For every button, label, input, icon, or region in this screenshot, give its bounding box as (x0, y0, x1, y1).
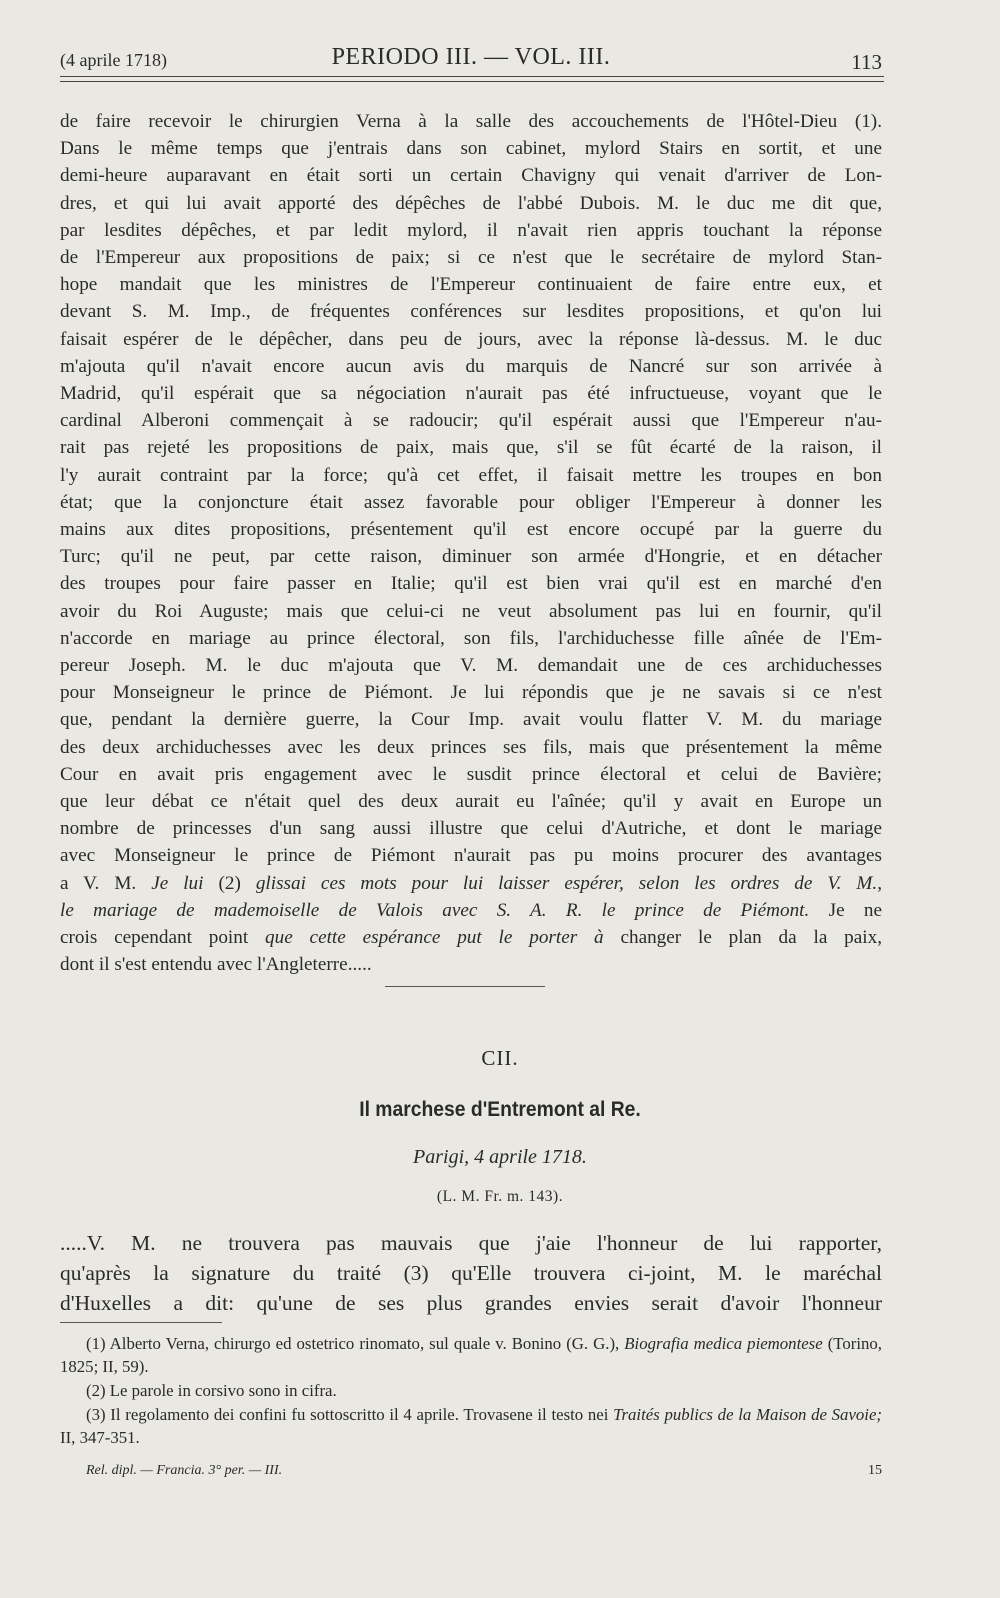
body-line: hope mandait que les ministres de l'Empereur continuaient de faire entre eux, et (60, 274, 882, 296)
body-line: avec Monseigneur le prince de Piémont n'aurait pas pu moins procurer des avantages (60, 845, 882, 867)
signature-text: Rel. dipl. — Francia. 3° per. — III. (86, 1463, 283, 1478)
letter-line: .....V. M. ne trouvera pas mauvais que j'aie l'honneur de lui rapporter, (60, 1231, 882, 1255)
body-line: avoir du Roi Auguste; mais que celui-ci ne veut absolument pas lui en fournir, qu'il (60, 600, 882, 622)
footnotes (60, 1332, 882, 1450)
header-date: (4 aprile 1718) (60, 50, 167, 70)
footnote-1: (1) Alberto Verna, chirurgo ed ostetrico rinomato, sul quale v. Bonino (G. G.), Biografia medica piemontese (Torino, 1825; II, 59). (60, 1334, 883, 1376)
body-line: pour Monseigneur le prince de Piémont. Je lui répondis que je ne savais si ce n'est (60, 682, 882, 704)
body-line: devant S. M. Imp., de fréquentes conférences sur lesdites propositions, et qu'on lui (60, 301, 882, 323)
letter-line: d'Huxelles a dit: qu'une de ses plus grandes envies serait d'avoir l'honneur (60, 1291, 882, 1315)
body-line: faisait espérer de le dépêcher, dans peu de jours, avec la réponse là-dessus. M. le duc (60, 328, 882, 350)
body-line: l'y aurait contraint par la force; qu'à cet effet, il faisait mettre les troupes en bon (60, 464, 882, 486)
header-title: PERIODO III. — VOL. III. (331, 44, 611, 70)
body-line: Madrid, qu'il espérait que sa négociation n'aurait pas été infructueuse, voyant que le (60, 383, 882, 405)
body-line: m'ajouta qu'il n'avait encore aucun avis du marquis de Nancré sur son arrivée à (60, 355, 882, 377)
body-line: le mariage de mademoiselle de Valois avec S. A. R. le prince de Piémont. Je ne (60, 899, 882, 921)
body-line: demi-heure auparavant en était sorti un certain Chavigny qui venait d'arriver de Lon- (60, 165, 882, 187)
body-line: cardinal Alberoni commençait à se radoucir; qu'il espérait aussi que l'Empereur n'au- (60, 410, 882, 432)
page-number: 113 (851, 50, 882, 74)
section-separator (385, 986, 545, 987)
letter-lines (60, 1228, 882, 1318)
section-title: Il marchese d'Entremont al Re. (359, 1098, 641, 1121)
body-line: dres, et qui lui avait apporté des dépêches de l'abbé Dubois. M. le duc me dit que, (60, 192, 882, 214)
letter-text (60, 1228, 882, 1318)
body-line: Turc; qu'il ne peut, par cette raison, diminuer son armée d'Hongrie, et en détacher (60, 546, 882, 568)
running-head (60, 44, 882, 74)
letter-line: qu'après la signature du traité (3) qu'Elle trouvera ci-joint, M. le maréchal (60, 1261, 882, 1285)
body-line: des deux archiduchesses avec les deux princes ses fils, mais que présentement la même (60, 736, 882, 758)
body-line: crois cependant point que cette espérance put le porter à changer le plan da la paix, (60, 927, 882, 949)
body-line: rait pas rejeté les propositions de paix, mais que, s'il se fût écarté de la raison, il (60, 437, 882, 459)
body-line: état; que la conjoncture était assez favorable pour obliger l'Empereur à donner les (60, 491, 882, 513)
body-line: Cour en avait pris engagement avec le susdit prince électoral et celui de Bavière; (60, 763, 882, 785)
footnote-rule (60, 1322, 222, 1323)
body-line: Dans le même temps que j'entrais dans son cabinet, mylord Stairs en sortit, et une (60, 138, 882, 160)
body-line: dont il s'est entendu avec l'Angleterre..... (60, 954, 372, 976)
body-lines (60, 108, 882, 870)
body-line: par lesdites dépêches, et par ledit mylord, il n'avait rien appris touchant la réponse (60, 219, 882, 241)
body-line: de faire recevoir le chirurgien Verna à la salle des accouchements de l'Hôtel-Dieu (1). (60, 111, 882, 132)
section-source: (L. M. Fr. m. 143). (436, 1188, 564, 1205)
header-rule (60, 76, 884, 82)
body-line: nombre de princesses d'un sang aussi illustre que celui d'Autriche, et dont le mariage (60, 818, 882, 840)
body-line: mains aux dites propositions, présentement qu'il est encore occupé par la guerre du (60, 519, 882, 541)
body-line: pereur Joseph. M. le duc m'ajouta que V. M. demandait une de ces archiduchesses (60, 655, 882, 677)
footnote-2: (2) Le parole in corsivo sono in cifra. (86, 1381, 337, 1400)
section-place-date: Parigi, 4 aprile 1718. (413, 1146, 587, 1168)
body-line: que, pendant la dernière guerre, la Cour Imp. avait voulu flatter V. M. du mariage (60, 709, 882, 731)
body-text (60, 108, 882, 979)
section-number: CII. (481, 1046, 519, 1070)
body-line: des troupes pour faire passer en Italie; qu'il est bien vrai qu'il est en marché d'en (60, 573, 882, 595)
body-line: que leur débat ce n'était quel des deux aurait eu l'aînée; qu'il y avait en Europe un (60, 791, 882, 813)
body-line: a V. M. Je lui (2) glissai ces mots pour lui laisser espérer, selon les ordres de V. M., (60, 872, 882, 894)
signature-number: 15 (868, 1463, 882, 1478)
footnote-3: (3) Il regolamento dei confini fu sottoscritto il 4 aprile. Trovasene il testo nei Traités publics de la Maison de Savoie; II, 347-351. (60, 1405, 882, 1447)
body-line: de l'Empereur aux propositions de paix; si ce n'est que le secrétaire de mylord Stan- (60, 247, 882, 269)
body-line: n'accorde en mariage au prince électoral, son fils, l'archiduchesse fille aînée de l'Em- (60, 627, 882, 649)
